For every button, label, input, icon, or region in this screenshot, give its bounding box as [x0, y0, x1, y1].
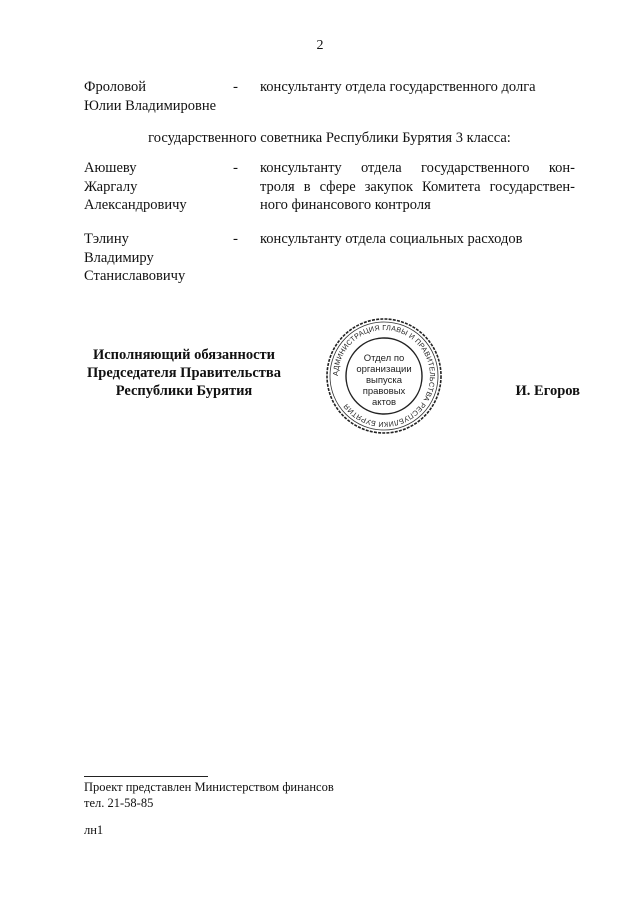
official-stamp [324, 316, 444, 436]
entry-2-name [84, 159, 254, 215]
position-line: троля в сфере закупок Комитета государствен- [260, 178, 575, 195]
position-line: консультанту отдела социальных расходов [260, 231, 523, 247]
signatory-name: И. Егоров [515, 383, 580, 399]
entry-2-position [260, 159, 575, 215]
signatory-title [84, 346, 284, 400]
position-line: ного финансового контроля [260, 197, 431, 213]
stamp-line: организации [356, 364, 412, 375]
footer-line: Проект представлен Министерством финансов [84, 780, 334, 794]
footer-initials: лн1 [84, 823, 104, 837]
name-line: Тэлину [84, 231, 129, 247]
name-line: Фроловой [84, 79, 147, 95]
stamp-graphic [324, 316, 444, 436]
name-line: Станиславовичу [84, 268, 186, 284]
stamp-line: Отдел по [363, 353, 405, 364]
name-line: Владимиру [84, 249, 154, 266]
footer-note [84, 779, 484, 811]
entry-2-dash: - [233, 160, 238, 176]
entry-3-name [84, 230, 254, 286]
position-line: консультанту отдела государственного кон- [260, 160, 575, 176]
position-line: консультанту отдела государственного долга [260, 79, 536, 95]
name-line: Юлии Владимировне [84, 97, 217, 114]
title-line: Республики Бурятия [115, 383, 253, 399]
stamp-line: актов [371, 397, 397, 408]
entry-3-dash: - [233, 231, 238, 247]
title-line: Исполняющий обязанности [92, 347, 276, 363]
name-line: Жаргалу [84, 178, 138, 195]
footer-line: тел. 21-58-85 [84, 796, 154, 810]
stamp-line: правовых [362, 386, 406, 397]
title-line: Председателя Правительства [87, 365, 281, 381]
page-number: 2 [316, 38, 324, 53]
entry-3-position [260, 230, 575, 249]
stamp-ring-text: АДМИНИСТРАЦИЯ ГЛАВЫ И ПРАВИТЕЛЬСТВА РЕСПУБЛИКИ БУРЯТИЯ [330, 322, 438, 430]
group-heading: государственного советника Республики Бурятия 3 класса: [148, 130, 511, 146]
name-line: Александровичу [84, 197, 187, 213]
entry-1-name [84, 78, 254, 115]
name-line: Аюшеву [84, 160, 137, 176]
footer-rule [84, 776, 208, 777]
stamp-line: выпуска [365, 375, 403, 386]
entry-1-position [260, 78, 575, 97]
entry-1-dash: - [233, 79, 238, 95]
